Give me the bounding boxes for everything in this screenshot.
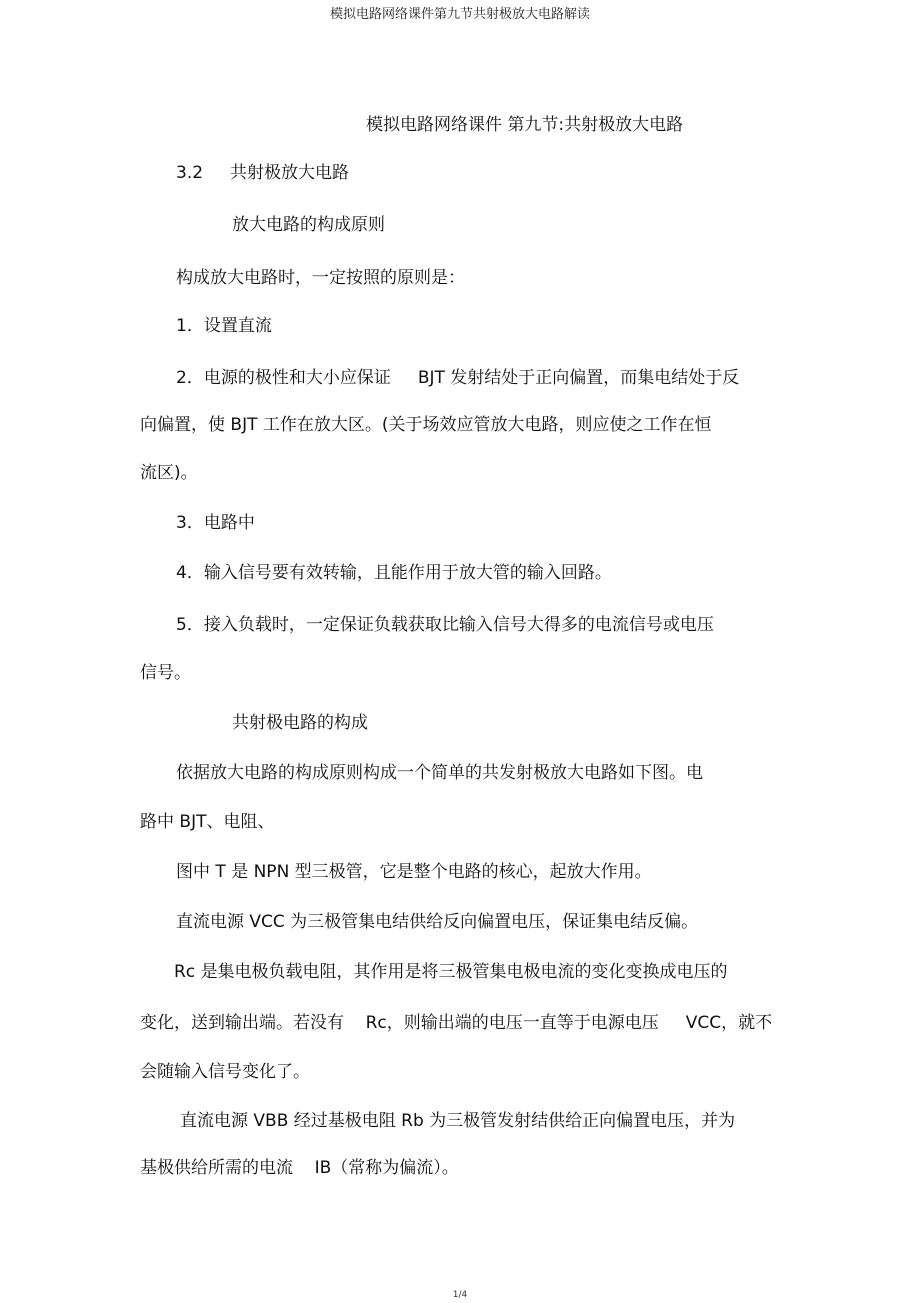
paragraph-line: 直流电源 VCC 为三极管集电结供给反向偏置电压，保证集电结反偏。	[176, 912, 699, 932]
paragraph-line: Rc 是集电极负载电阻，其作用是将三极管集电极电流的变化变换成电压的	[174, 962, 728, 982]
list-item: 1．设置直流	[176, 316, 272, 336]
paragraph-line: 向偏置，使 BJT 工作在放大区。(关于场效应管放大电路，则应使之工作在恒	[140, 415, 712, 435]
list-item: 5．接入负载时，一定保证负载获取比输入信号大得多的电流信号或电压	[176, 615, 714, 635]
document-title: 模拟电路网络课件 第九节:共射极放大电路	[366, 115, 684, 135]
paragraph-line: 图中 T 是 NPN 型三极管，它是整个电路的核心，起放大作用。	[176, 862, 652, 882]
paragraph-line: 信号。	[140, 663, 191, 683]
list-item: 4．输入信号要有效转输，且能作用于放大管的输入回路。	[176, 563, 612, 583]
paragraph-line: 变化，送到输出端。若没有 Rc，则输出端的电压一直等于电源电压 VCC，就不	[140, 1013, 773, 1033]
list-item: 2．电源的极性和大小应保证 BJT 发射结处于正向偏置，而集电结处于反	[176, 368, 740, 388]
paragraph-line: 直流电源 VBB 经过基极电阻 Rb 为三极管发射结供给正向偏置电压，并为	[180, 1111, 736, 1131]
paragraph-line: 会随输入信号变化了。	[140, 1062, 310, 1082]
paragraph-line: 流区)。	[140, 463, 198, 483]
subsection-heading: 共射极电路的构成	[232, 713, 368, 733]
paragraph-line: 基极供给所需的电流 IB（常称为偏流）。	[140, 1158, 459, 1178]
list-item: 3．电路中	[176, 513, 255, 533]
section-heading: 3.2 共射极放大电路	[176, 163, 350, 183]
paragraph-line: 依据放大电路的构成原则构成一个简单的共发射极放大电路如下图。电	[176, 763, 703, 783]
page-header: 模拟电路网络课件第九节共射极放大电路解读	[329, 7, 590, 22]
paragraph-line: 构成放大电路时，一定按照的原则是：	[176, 268, 465, 288]
subsection-heading: 放大电路的构成原则	[232, 215, 385, 235]
paragraph-line: 路中 BJT、电阻、	[140, 812, 275, 832]
page-number: 1/4	[452, 1290, 468, 1300]
